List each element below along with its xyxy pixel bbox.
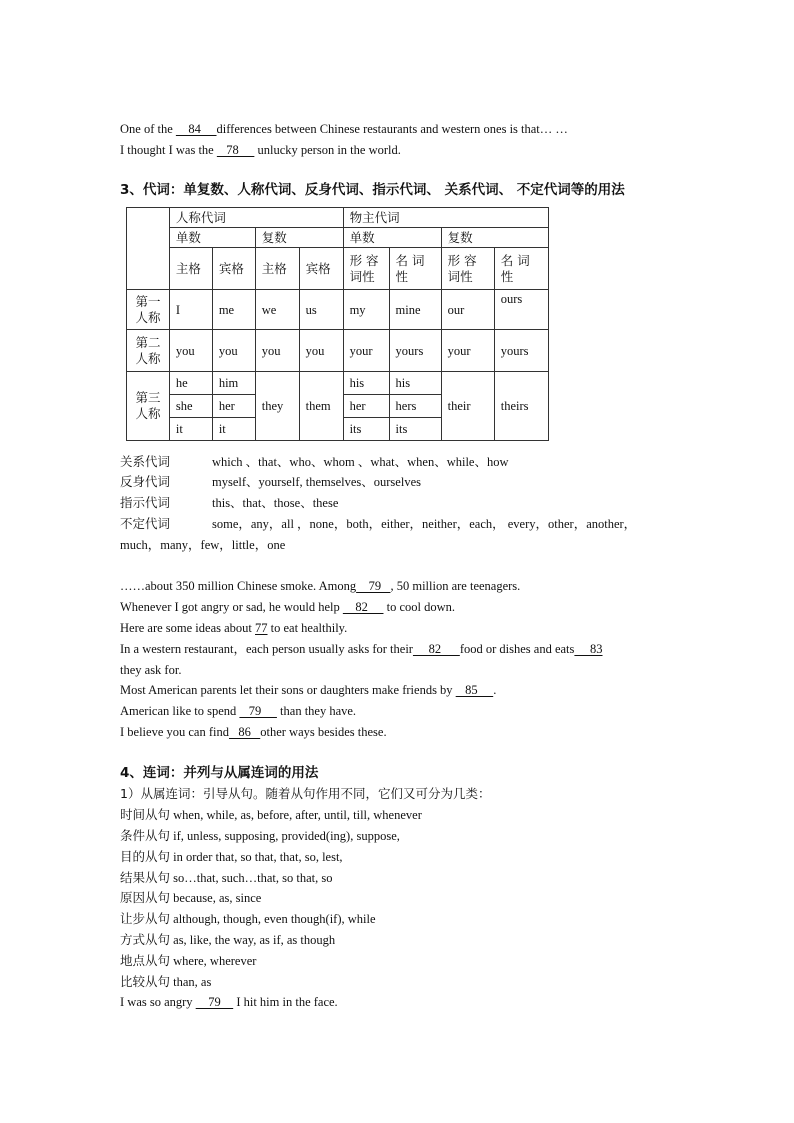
section-3-heading: 3、代词：单复数、人称代词、反身代词、指示代词、 关系代词、 不定代词等的用法 (120, 182, 625, 198)
header-subject: 主格 (169, 248, 212, 290)
cell: it (175, 422, 183, 436)
clause-label: 比较从句 (120, 974, 171, 989)
category-demonstrative (120, 495, 338, 511)
clause-label: 让步从句 (120, 911, 171, 926)
category-words: myself、yourself, themselves、ourselves (212, 475, 421, 489)
header-adj-form: 形 容 词性 (441, 248, 494, 290)
cell: its (349, 422, 362, 436)
clause-words: if, unless, supposing, provided(ing), suppose, (173, 829, 400, 843)
text: they ask for. (120, 663, 182, 677)
header-possessive: 物主代词 (343, 208, 548, 228)
cell: her (344, 395, 389, 418)
clause-words: than, as (173, 975, 212, 989)
clause-row (120, 932, 335, 948)
clause-words: when, while, as, before, after, until, till, whenever (173, 808, 422, 822)
text: Whenever I got angry or sad, he would help (120, 600, 343, 614)
clause-row (120, 911, 376, 927)
cell: their (441, 372, 494, 441)
stacked-cell (169, 372, 212, 441)
clause-label: 目的从句 (120, 849, 171, 864)
text: to cool down. (383, 600, 456, 614)
answer-blank: 79 (239, 704, 277, 718)
example-line (120, 641, 603, 657)
cell: his (344, 372, 389, 395)
answer-blank: 79 (356, 579, 391, 593)
clause-words: as, like, the way, as if, as though (173, 933, 336, 947)
cell: ours (494, 290, 548, 330)
cell: yours (389, 330, 441, 372)
example-line (120, 662, 181, 678)
example-line (120, 578, 520, 594)
clause-words: where, wherever (173, 954, 257, 968)
cell: theirs (494, 372, 548, 441)
example-line (120, 599, 455, 615)
clause-label: 方式从句 (120, 932, 171, 947)
cell: you (212, 330, 255, 372)
cell: they (255, 372, 299, 441)
clause-row (120, 953, 256, 969)
example-line (120, 703, 356, 719)
clause-label: 结果从句 (120, 870, 171, 885)
category-label: 反身代词 (120, 474, 171, 489)
cell: you (299, 330, 343, 372)
cell: yours (494, 330, 548, 372)
final-example (120, 994, 338, 1010)
text: I believe you can find (120, 725, 229, 739)
cell: mine (389, 290, 441, 330)
header-noun-form: 名 词 性 (494, 248, 548, 290)
answer-blank: 84 (175, 122, 217, 136)
clause-row (120, 849, 343, 865)
text: ……about 350 million Chinese smoke. Among (120, 579, 357, 593)
text: Here are some ideas about (120, 621, 256, 635)
cell: his (390, 372, 441, 395)
text: Most American parents let their sons or daughters make friends by (120, 683, 456, 697)
header-plural: 复数 (441, 228, 548, 248)
answer-blank: 82 (342, 600, 384, 614)
category-label: 关系代词 (120, 454, 171, 469)
clause-words: in order that, so that, that, so, lest, (173, 850, 343, 864)
text: to eat healthily. (267, 621, 348, 635)
header-adj-form: 形 容 词性 (343, 248, 389, 290)
row-label: 第一人称 (127, 290, 170, 330)
answer-blank: 82 (412, 642, 460, 656)
header-singular: 单数 (343, 228, 441, 248)
header-singular: 单数 (169, 228, 255, 248)
category-relative (120, 454, 509, 470)
clause-label: 原因从句 (120, 890, 171, 905)
text: unlucky person in the world. (254, 143, 401, 157)
text: One of the (120, 122, 176, 136)
cell: we (255, 290, 299, 330)
cell: your (343, 330, 389, 372)
header-plural: 复数 (255, 228, 343, 248)
intro-line-1 (120, 121, 568, 137)
cell: me (212, 290, 255, 330)
indefinite-continued: much，many，few，little，one (120, 538, 286, 552)
cell: my (343, 290, 389, 330)
clause-row (120, 870, 333, 886)
clause-row (120, 974, 211, 990)
answer-blank: 77 (255, 621, 268, 635)
header-noun-form: 名 词 性 (389, 248, 441, 290)
cell: him (213, 372, 255, 395)
text: I thought I was the (120, 143, 217, 157)
category-words: some，any，all ，none，both，either，neither，each， every，other，another， (212, 517, 637, 531)
text: differences between Chinese restaurants and western ones is that… … (216, 122, 568, 136)
clause-row (120, 828, 400, 844)
category-words: this、that、those、these (212, 496, 339, 510)
cell: us (299, 290, 343, 330)
cell: I (169, 290, 212, 330)
category-words: which 、that、who、whom 、what、when、while、how (212, 455, 509, 469)
answer-blank: 79 (195, 995, 234, 1009)
cell: you (255, 330, 299, 372)
cell: its (395, 422, 408, 436)
category-reflexive (120, 474, 421, 490)
header-object: 宾格 (212, 248, 255, 290)
table-row (127, 330, 549, 372)
intro-line-2 (120, 142, 401, 158)
example-line (120, 724, 387, 740)
cell: her (213, 395, 255, 418)
clause-label: 时间从句 (120, 807, 171, 822)
clause-row (120, 890, 261, 906)
text: than they have. (276, 704, 357, 718)
text: , 50 million are teenagers. (390, 579, 521, 593)
clause-words: because, as, since (173, 891, 262, 905)
text: other ways besides these. (260, 725, 387, 739)
stacked-cell (212, 372, 255, 441)
clause-words: so…that, such…that, so that, so (173, 871, 333, 885)
cell: he (170, 372, 212, 395)
header-subject: 主格 (255, 248, 299, 290)
stacked-cell (389, 372, 441, 441)
section-4-heading: 4、连词：并列与从属连词的用法 (120, 765, 319, 781)
answer-blank: 86 (228, 725, 261, 739)
stacked-cell (343, 372, 389, 441)
clause-label: 条件从句 (120, 828, 171, 843)
text: I hit him in the face. (233, 995, 338, 1009)
example-line (120, 682, 496, 698)
clause-row (120, 807, 422, 823)
cell: you (169, 330, 212, 372)
clause-words: although, though, even though(if), while (173, 912, 376, 926)
answer-blank: 78 (216, 143, 255, 157)
cell: our (441, 290, 494, 330)
cell: hers (390, 395, 441, 418)
text: I was so angry (120, 995, 196, 1009)
section-4-intro: 1）从属连词：引导从句。随着从句作用不同，它们又可分为几类： (120, 786, 491, 801)
table-corner (127, 208, 170, 290)
text: American like to spend (120, 704, 240, 718)
clause-label: 地点从句 (120, 953, 171, 968)
row-label: 第三人称 (127, 372, 170, 441)
header-personal: 人称代词 (169, 208, 343, 228)
example-line (120, 620, 347, 636)
cell: it (218, 422, 226, 436)
text: . (493, 683, 497, 697)
answer-blank: 83 (574, 642, 603, 656)
category-indefinite (120, 516, 636, 532)
table-row (127, 372, 549, 441)
answer-blank: 85 (455, 683, 494, 697)
cell: your (441, 330, 494, 372)
cell: she (170, 395, 212, 418)
text: In a western restaurant，each person usually asks for their (120, 642, 413, 656)
category-label: 指示代词 (120, 495, 171, 510)
category-label: 不定代词 (120, 516, 171, 531)
row-label: 第二人称 (127, 330, 170, 372)
header-object: 宾格 (299, 248, 343, 290)
table-row (127, 290, 549, 330)
cell: them (299, 372, 343, 441)
text: food or dishes and eats (459, 642, 575, 656)
pronoun-table (126, 207, 549, 441)
